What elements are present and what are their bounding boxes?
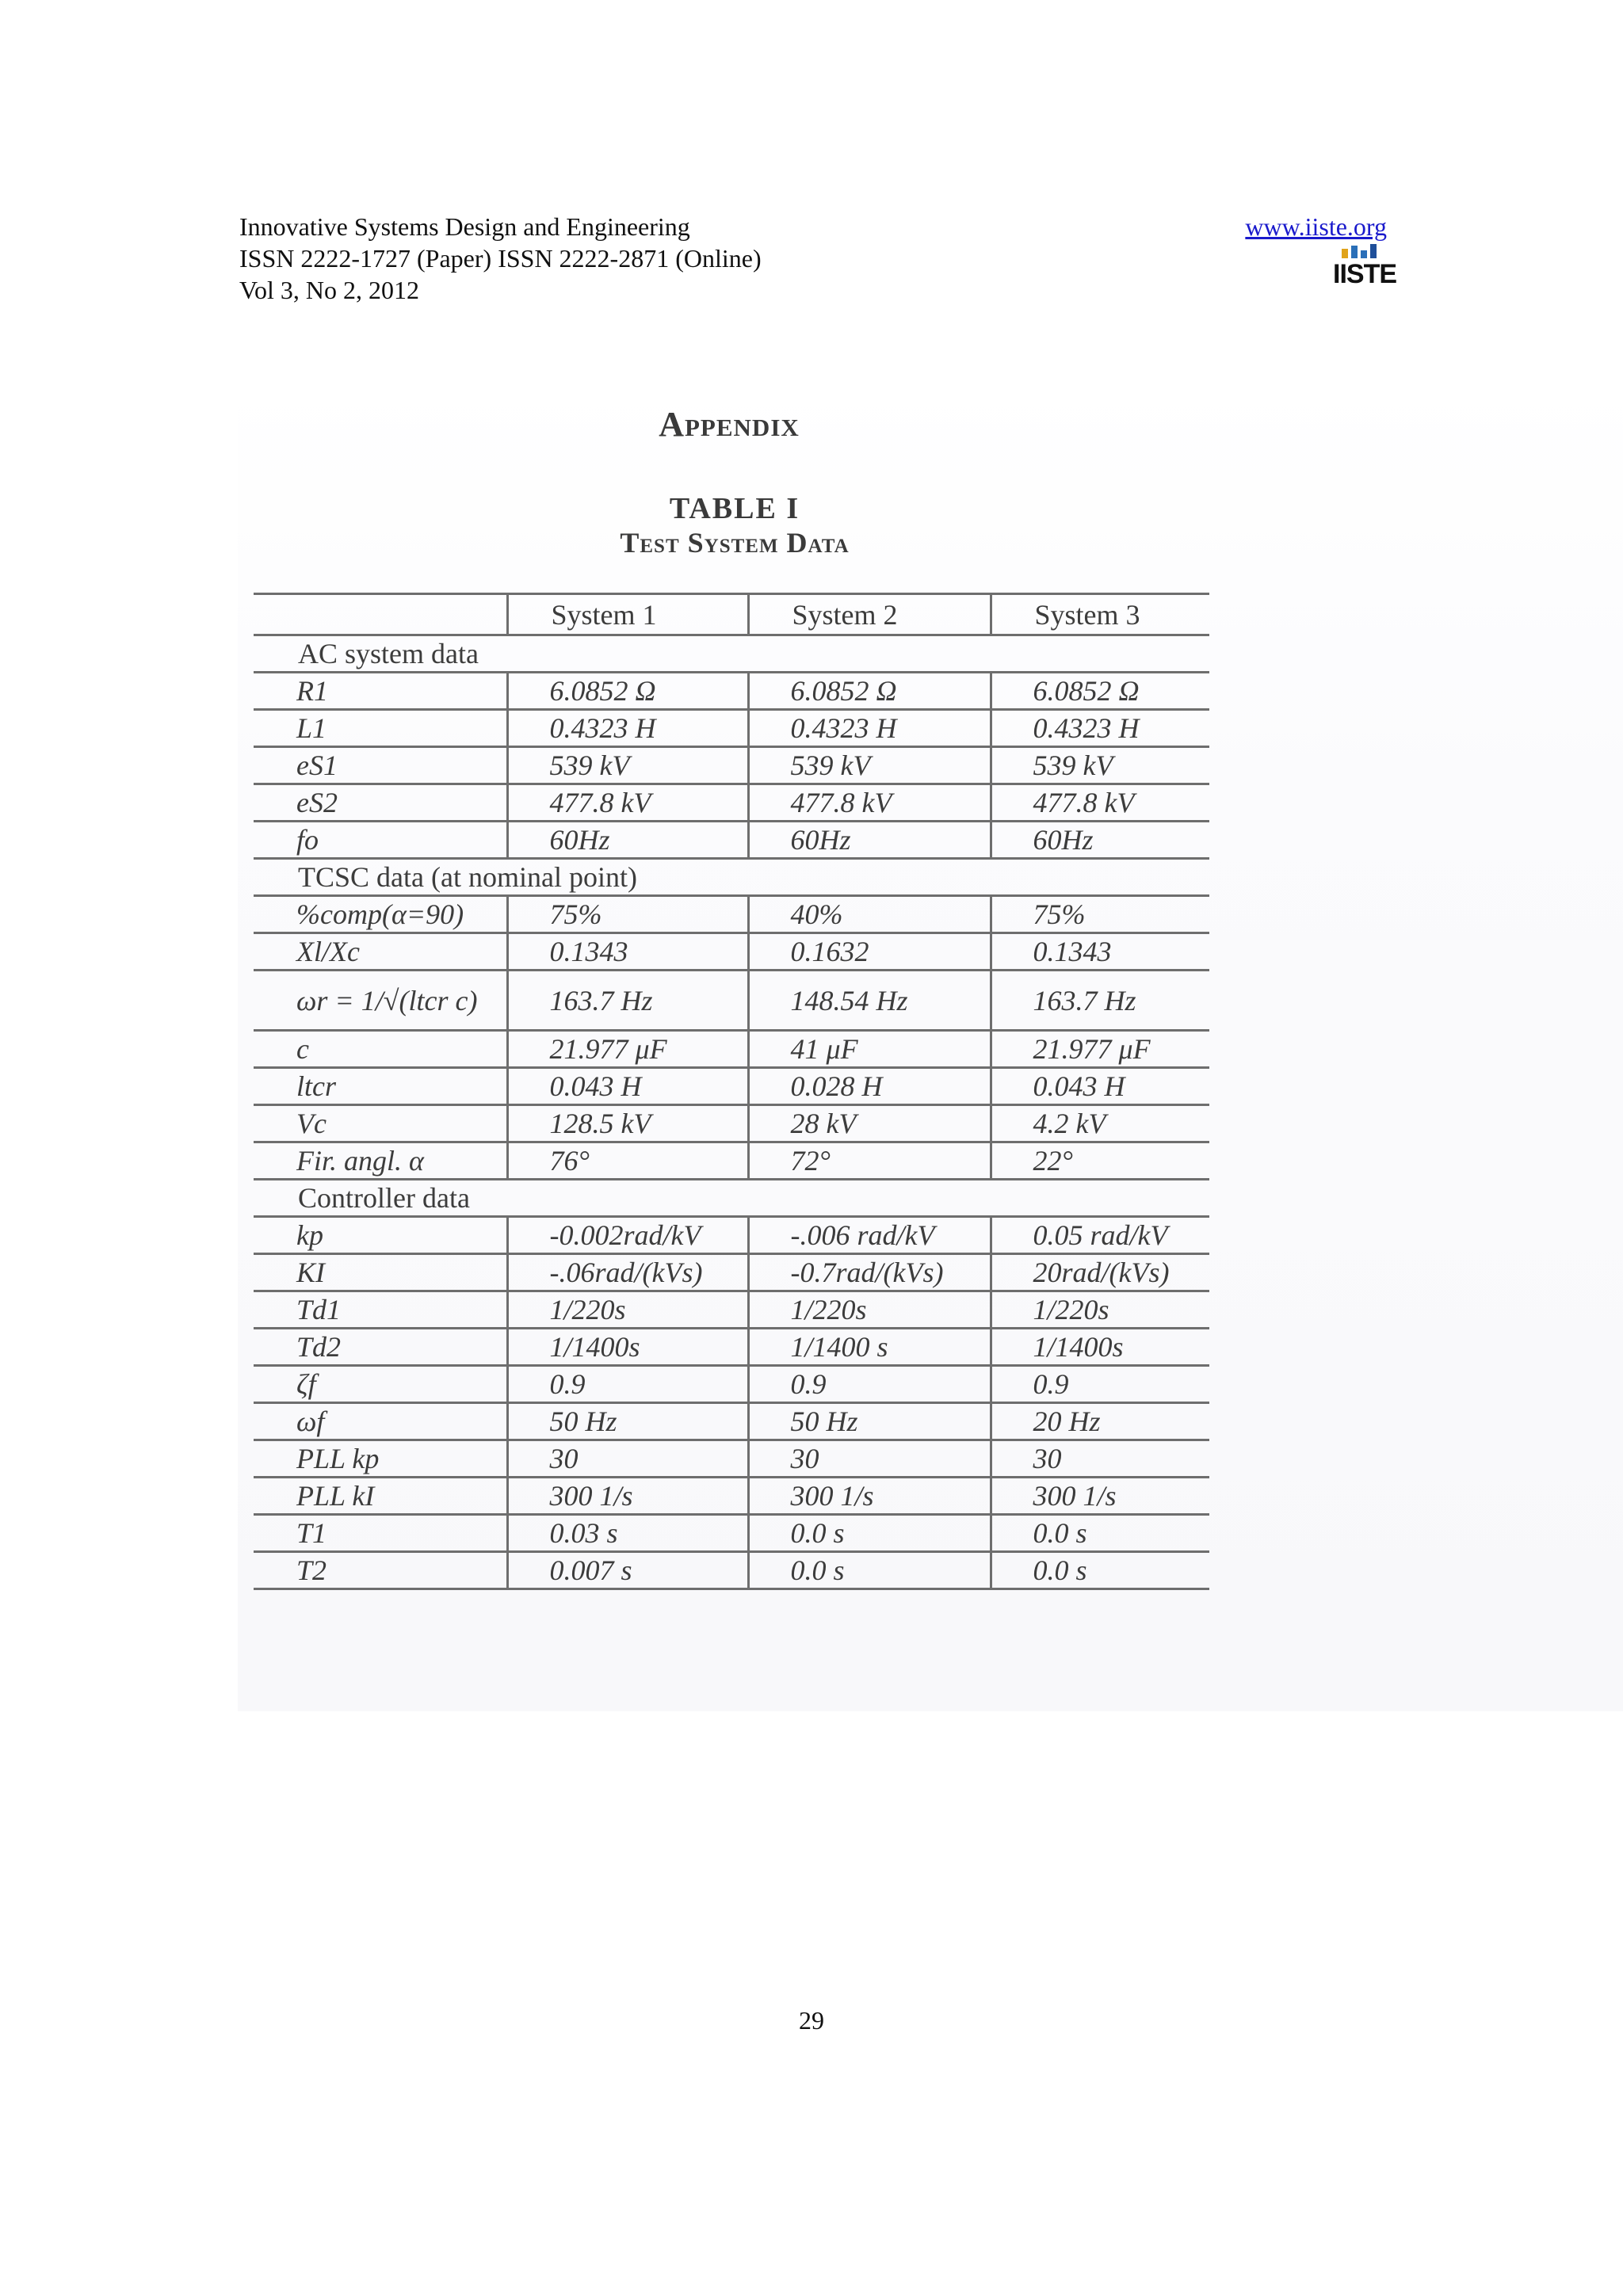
table-row xyxy=(254,1478,1209,1515)
cell-system-3: 0.0 s xyxy=(991,1552,1209,1589)
table-header-row xyxy=(254,594,1209,635)
table-row xyxy=(254,1291,1209,1329)
table-row xyxy=(254,1403,1209,1440)
row-label: Xl/Xc xyxy=(254,933,507,971)
cell-system-2: 40% xyxy=(748,896,991,933)
journal-name: Innovative Systems Design and Engineering xyxy=(239,212,690,241)
cell-system-2: 0.1632 xyxy=(748,933,991,971)
website-link[interactable]: www.iiste.org xyxy=(1245,212,1387,241)
row-label: Td2 xyxy=(254,1329,507,1366)
cell-system-3: 1/1400s xyxy=(991,1329,1209,1366)
row-label: fo xyxy=(254,822,507,859)
cell-system-2: 539 kV xyxy=(748,747,991,784)
logo-bars-icon xyxy=(1333,244,1385,258)
table-row xyxy=(254,1552,1209,1589)
cell-system-2: 0.0 s xyxy=(748,1515,991,1552)
table-row xyxy=(254,710,1209,747)
cell-system-3: 21.977 μF xyxy=(991,1031,1209,1068)
row-label: ltcr xyxy=(254,1068,507,1105)
cell-system-2: 477.8 kV xyxy=(748,784,991,822)
row-label: kp xyxy=(254,1217,507,1254)
cell-system-3: 477.8 kV xyxy=(991,784,1209,822)
cell-system-3: 22° xyxy=(991,1142,1209,1180)
cell-system-3: 0.4323 H xyxy=(991,710,1209,747)
column-header: System 2 xyxy=(748,594,991,635)
cell-system-3: 30 xyxy=(991,1440,1209,1478)
table-row xyxy=(254,933,1209,971)
test-system-data-table xyxy=(254,593,1209,1590)
cell-system-1: 539 kV xyxy=(507,747,748,784)
cell-system-1: 0.9 xyxy=(507,1366,748,1403)
row-label: ωr = 1/√(ltcr c) xyxy=(254,971,507,1031)
table-row xyxy=(254,1068,1209,1105)
cell-system-1: 0.007 s xyxy=(507,1552,748,1589)
section-row-controller xyxy=(254,1180,1209,1217)
row-label: %comp(α=90) xyxy=(254,896,507,933)
cell-system-1: -0.002rad/kV xyxy=(507,1217,748,1254)
cell-system-1: 6.0852 Ω xyxy=(507,673,748,710)
journal-issn: ISSN 2222-1727 (Paper) ISSN 2222-2871 (Online) xyxy=(239,244,762,273)
row-label: ωf xyxy=(254,1403,507,1440)
cell-system-2: -0.7rad/(kVs) xyxy=(748,1254,991,1291)
cell-system-2: 0.4323 H xyxy=(748,710,991,747)
cell-system-2: 148.54 Hz xyxy=(748,971,991,1031)
cell-system-2: 0.028 H xyxy=(748,1068,991,1105)
table-number: TABLE I xyxy=(669,492,800,525)
cell-system-1: 75% xyxy=(507,896,748,933)
table-row xyxy=(254,822,1209,859)
cell-system-1: 1/1400s xyxy=(507,1329,748,1366)
cell-system-3: 300 1/s xyxy=(991,1478,1209,1515)
cell-system-3: 20 Hz xyxy=(991,1403,1209,1440)
table-row xyxy=(254,1366,1209,1403)
row-label: L1 xyxy=(254,710,507,747)
row-label: Fir. angl. α xyxy=(254,1142,507,1180)
cell-system-2: 50 Hz xyxy=(748,1403,991,1440)
cell-system-1: 300 1/s xyxy=(507,1478,748,1515)
cell-system-3: 0.0 s xyxy=(991,1515,1209,1552)
column-header: System 1 xyxy=(507,594,748,635)
iiste-logo xyxy=(1333,244,1397,296)
cell-system-1: 21.977 μF xyxy=(507,1031,748,1068)
cell-system-1: -.06rad/(kVs) xyxy=(507,1254,748,1291)
cell-system-3: 0.043 H xyxy=(991,1068,1209,1105)
page-number: 29 xyxy=(799,2006,824,2035)
row-label: Td1 xyxy=(254,1291,507,1329)
table-row xyxy=(254,1031,1209,1068)
cell-system-1: 60Hz xyxy=(507,822,748,859)
cell-system-2: 1/1400 s xyxy=(748,1329,991,1366)
table-row xyxy=(254,1440,1209,1478)
table-row xyxy=(254,1515,1209,1552)
cell-system-1: 0.1343 xyxy=(507,933,748,971)
cell-system-2: 1/220s xyxy=(748,1291,991,1329)
row-label: KI xyxy=(254,1254,507,1291)
cell-system-1: 0.043 H xyxy=(507,1068,748,1105)
cell-system-3: 20rad/(kVs) xyxy=(991,1254,1209,1291)
cell-system-2: 60Hz xyxy=(748,822,991,859)
journal-volume: Vol 3, No 2, 2012 xyxy=(239,276,419,304)
table-row xyxy=(254,784,1209,822)
cell-system-2: 300 1/s xyxy=(748,1478,991,1515)
row-label: PLL kp xyxy=(254,1440,507,1478)
row-label: PLL kI xyxy=(254,1478,507,1515)
cell-system-1: 76° xyxy=(507,1142,748,1180)
column-header: System 3 xyxy=(991,594,1209,635)
appendix-title: Appendix xyxy=(659,405,800,444)
row-label: c xyxy=(254,1031,507,1068)
cell-system-3: 1/220s xyxy=(991,1291,1209,1329)
cell-system-1: 163.7 Hz xyxy=(507,971,748,1031)
cell-system-1: 50 Hz xyxy=(507,1403,748,1440)
cell-system-3: 0.9 xyxy=(991,1366,1209,1403)
cell-system-2: -.006 rad/kV xyxy=(748,1217,991,1254)
table-row xyxy=(254,1142,1209,1180)
cell-system-3: 0.05 rad/kV xyxy=(991,1217,1209,1254)
header-corner xyxy=(254,594,507,635)
section-row-ac xyxy=(254,635,1209,673)
cell-system-1: 128.5 kV xyxy=(507,1105,748,1142)
section-row-tcsc xyxy=(254,859,1209,896)
cell-system-3: 539 kV xyxy=(991,747,1209,784)
table-row xyxy=(254,896,1209,933)
row-label: R1 xyxy=(254,673,507,710)
section-title: AC system data xyxy=(254,635,1209,673)
row-label: ζf xyxy=(254,1366,507,1403)
table-row xyxy=(254,1329,1209,1366)
table-row xyxy=(254,1105,1209,1142)
row-label: Vc xyxy=(254,1105,507,1142)
row-label: eS2 xyxy=(254,784,507,822)
cell-system-2: 30 xyxy=(748,1440,991,1478)
cell-system-2: 72° xyxy=(748,1142,991,1180)
row-label: eS1 xyxy=(254,747,507,784)
cell-system-2: 0.0 s xyxy=(748,1552,991,1589)
table-row xyxy=(254,971,1209,1031)
table-row xyxy=(254,673,1209,710)
section-title: Controller data xyxy=(254,1180,1209,1217)
table-caption: Test System Data xyxy=(620,527,850,559)
cell-system-3: 6.0852 Ω xyxy=(991,673,1209,710)
cell-system-2: 28 kV xyxy=(748,1105,991,1142)
cell-system-3: 4.2 kV xyxy=(991,1105,1209,1142)
table-row xyxy=(254,1217,1209,1254)
journal-header xyxy=(239,211,762,306)
table-row xyxy=(254,747,1209,784)
cell-system-3: 75% xyxy=(991,896,1209,933)
cell-system-2: 0.9 xyxy=(748,1366,991,1403)
cell-system-1: 0.03 s xyxy=(507,1515,748,1552)
cell-system-1: 30 xyxy=(507,1440,748,1478)
cell-system-2: 41 μF xyxy=(748,1031,991,1068)
section-title: TCSC data (at nominal point) xyxy=(254,859,1209,896)
logo-text: IISTE xyxy=(1333,259,1397,289)
table-row xyxy=(254,1254,1209,1291)
cell-system-2: 6.0852 Ω xyxy=(748,673,991,710)
cell-system-3: 60Hz xyxy=(991,822,1209,859)
row-label: T2 xyxy=(254,1552,507,1589)
cell-system-1: 0.4323 H xyxy=(507,710,748,747)
cell-system-3: 0.1343 xyxy=(991,933,1209,971)
cell-system-1: 477.8 kV xyxy=(507,784,748,822)
cell-system-1: 1/220s xyxy=(507,1291,748,1329)
cell-system-3: 163.7 Hz xyxy=(991,971,1209,1031)
row-label: T1 xyxy=(254,1515,507,1552)
